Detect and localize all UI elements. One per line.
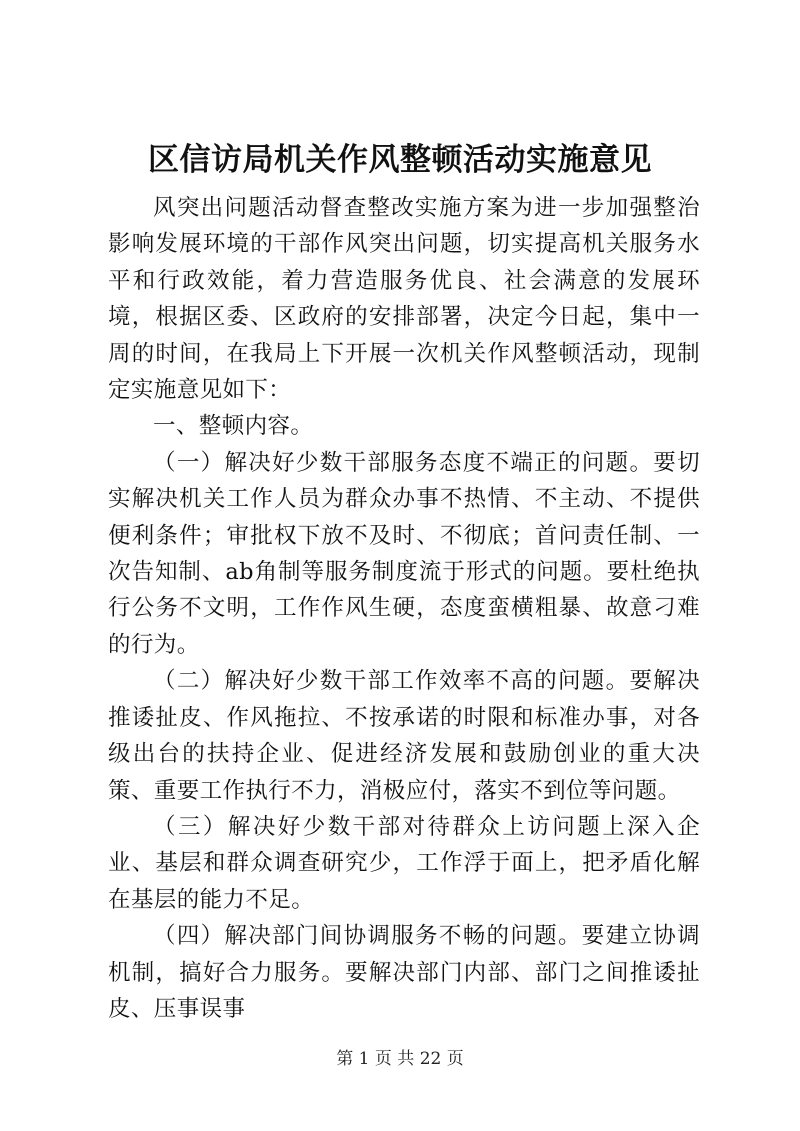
paragraph-section-heading: 一、整顿内容。	[153, 413, 314, 440]
page-footer: 第 1 页 共 22 页	[336, 1049, 464, 1069]
paragraph-item-2: （二）解决好少数干部工作效率不高的问题。要解决推诿扯皮、作风拖拉、不按承诺的时限和标准办事，对各级出台的扶持企业、促进经济发展和鼓励创业的重大决策、重要工作执行不力，消极应付，落实不到位等问题。	[108, 668, 700, 804]
document-title: 区信访局机关作风整顿活动实施意见	[148, 142, 652, 178]
paragraph-item-4: （四）解决部门间协调服务不畅的问题。要建立协调机制，搞好合力服务。要解决部门内部、部门之间推诿扯皮、压事误事	[108, 923, 700, 1022]
paragraph-item-1: （一）解决好少数干部服务态度不端正的问题。要切实解决机关工作人员为群众办事不热情、不主动、不提供便利条件；审批权下放不及时、不彻底；首问责任制、一次告知制、ab角制等服务制度流于形式的问题。要杜绝执行公务不文明，工作作风生硬，态度蛮横粗暴、故意刁难的行为。	[108, 449, 700, 658]
paragraph-item-3: （三）解决好少数干部对待群众上访问题上深入企业、基层和群众调查研究少，工作浮于面上，把矛盾化解在基层的能力不足。	[108, 813, 700, 913]
paragraph-intro: 风突出问题活动督查整改实施方案为进一步加强整治影响发展环境的干部作风突出问题，切实提高机关服务水平和行政效能，着力营造服务优良、社会满意的发展环境，根据区委、区政府的安排部署，决定今日起，集中一周的时间，在我局上下开展一次机关作风整顿活动，现制定实施意见如下：	[108, 195, 700, 404]
document-body	[108, 190, 700, 1027]
